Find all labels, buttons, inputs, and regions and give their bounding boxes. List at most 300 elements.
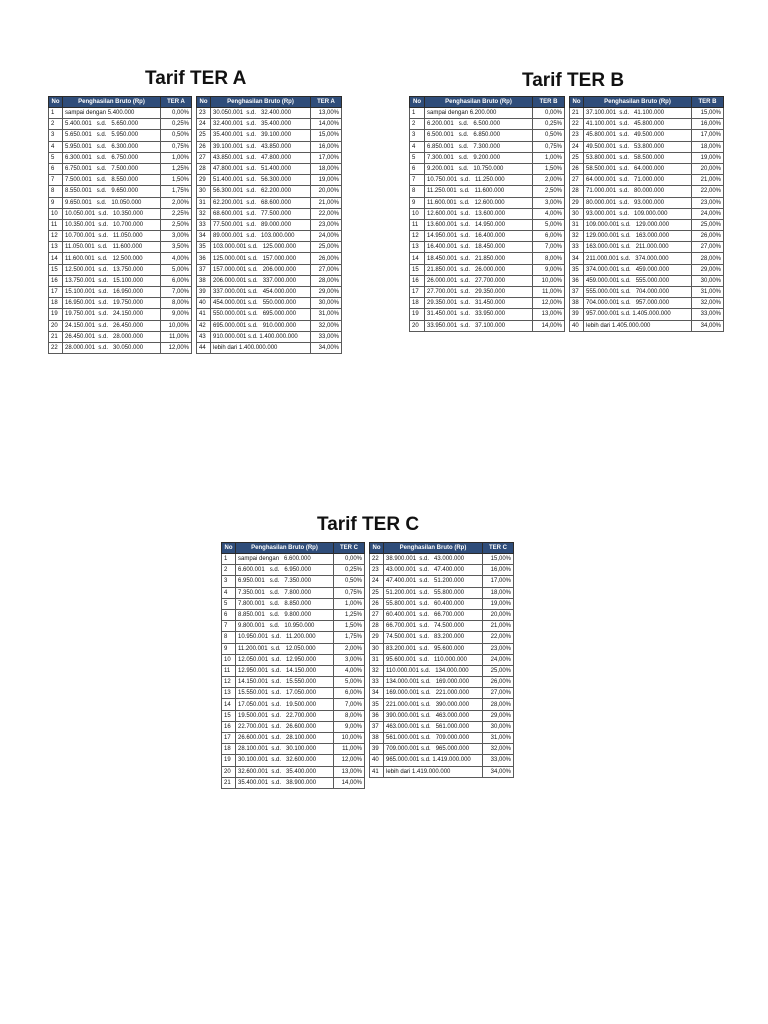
col-header-no: No xyxy=(570,97,584,108)
income-range: 11.050.001 s.d. 11.600.000 xyxy=(63,242,161,253)
col-header-no: No xyxy=(197,97,211,108)
row-number: 3 xyxy=(49,130,63,141)
rate-value: 17,00% xyxy=(692,130,724,141)
table-row xyxy=(370,609,514,620)
rate-value: 17,00% xyxy=(483,576,514,587)
row-number: 24 xyxy=(370,576,384,587)
table-row xyxy=(410,152,565,163)
table-row xyxy=(570,219,724,230)
income-range: 17.050.001 s.d. 19.500.000 xyxy=(236,699,334,710)
income-range: lebih dari 1.419.000.000 xyxy=(384,766,483,777)
row-number: 17 xyxy=(49,287,63,298)
income-range: 39.100.001 s.d. 43.850.000 xyxy=(211,141,311,152)
income-range: 7.500.001 s.d. 8.550.000 xyxy=(63,175,161,186)
row-number: 23 xyxy=(197,108,211,119)
income-range: 33.950.001 s.d. 37.100.000 xyxy=(425,320,533,331)
row-number: 38 xyxy=(570,298,584,309)
col-header-no: No xyxy=(222,543,236,554)
rate-value: 15,00% xyxy=(692,108,724,119)
income-range: 463.000.001 s.d. 561.000.000 xyxy=(384,721,483,732)
ter-a-title: Tarif TER A xyxy=(145,68,247,89)
rate-value: 19,00% xyxy=(692,152,724,163)
row-number: 12 xyxy=(410,231,425,242)
row-number: 2 xyxy=(222,565,236,576)
rate-value: 8,00% xyxy=(161,298,192,309)
row-number: 5 xyxy=(49,152,63,163)
table-row xyxy=(197,197,342,208)
income-range: 24.150.001 s.d. 26.450.000 xyxy=(63,320,161,331)
row-number: 19 xyxy=(410,309,425,320)
rate-value: 10,00% xyxy=(533,275,565,286)
row-number: 41 xyxy=(370,766,384,777)
row-number: 28 xyxy=(197,163,211,174)
rate-value: 31,00% xyxy=(483,733,514,744)
row-number: 11 xyxy=(49,219,63,230)
income-range: 41.100.001 s.d. 45.800.000 xyxy=(584,119,692,130)
income-range: 18.450.001 s.d. 21.850.000 xyxy=(425,253,533,264)
rate-value: 20,00% xyxy=(692,163,724,174)
income-range: 11.600.001 s.d. 12.500.000 xyxy=(63,253,161,264)
income-range: 95.600.001 s.d. 110.000.000 xyxy=(384,654,483,665)
rate-value: 2,00% xyxy=(533,175,565,186)
row-number: 30 xyxy=(197,186,211,197)
row-number: 5 xyxy=(222,598,236,609)
table-row xyxy=(222,688,365,699)
rate-value: 22,00% xyxy=(311,208,342,219)
table-row xyxy=(370,744,514,755)
income-range: 31.450.001 s.d. 33.950.000 xyxy=(425,309,533,320)
table-row xyxy=(370,721,514,732)
row-number: 26 xyxy=(197,141,211,152)
rate-value: 3,00% xyxy=(334,654,365,665)
rate-value: 3,00% xyxy=(533,197,565,208)
row-number: 33 xyxy=(370,677,384,688)
income-range: 374.000.001 s.d. 459.000.000 xyxy=(584,264,692,275)
income-range: 6.600.001 s.d. 6.950.000 xyxy=(236,565,334,576)
table-row xyxy=(49,208,192,219)
row-number: 1 xyxy=(222,554,236,565)
income-range: 6.950.001 s.d. 7.350.000 xyxy=(236,576,334,587)
rate-value: 5,00% xyxy=(161,264,192,275)
rate-value: 31,00% xyxy=(692,287,724,298)
table-row xyxy=(410,219,565,230)
row-number: 36 xyxy=(570,275,584,286)
rate-value: 25,00% xyxy=(483,665,514,676)
rate-value: 26,00% xyxy=(692,231,724,242)
table-row xyxy=(410,231,565,242)
row-number: 13 xyxy=(410,242,425,253)
table-row xyxy=(197,253,342,264)
row-number: 40 xyxy=(570,320,584,331)
rate-value: 25,00% xyxy=(311,242,342,253)
row-number: 21 xyxy=(49,331,63,342)
table-row xyxy=(410,108,565,119)
table-row xyxy=(49,108,192,119)
rate-value: 5,00% xyxy=(334,677,365,688)
rate-value: 11,00% xyxy=(161,331,192,342)
row-number: 36 xyxy=(197,253,211,264)
row-number: 32 xyxy=(570,231,584,242)
table-row xyxy=(49,197,192,208)
income-range: 10.350.001 s.d. 10.700.000 xyxy=(63,219,161,230)
row-number: 28 xyxy=(370,621,384,632)
rate-value: 2,50% xyxy=(533,186,565,197)
row-number: 25 xyxy=(370,587,384,598)
rate-value: 11,00% xyxy=(533,287,565,298)
rate-value: 0,25% xyxy=(334,565,365,576)
rate-value: 0,50% xyxy=(533,130,565,141)
header-row xyxy=(410,97,565,108)
rate-value: 1,50% xyxy=(334,621,365,632)
table-row xyxy=(370,554,514,565)
rate-value: 16,00% xyxy=(311,141,342,152)
table-row xyxy=(370,587,514,598)
row-number: 13 xyxy=(49,242,63,253)
income-range: 454.000.001 s.d. 550.000.000 xyxy=(211,298,311,309)
table-row xyxy=(570,130,724,141)
rate-value: 0,75% xyxy=(533,141,565,152)
table-row xyxy=(49,231,192,242)
col-header-income: Penghasilan Bruto (Rp) xyxy=(211,97,311,108)
rate-value: 29,00% xyxy=(483,710,514,721)
row-number: 14 xyxy=(222,699,236,710)
row-number: 2 xyxy=(410,119,425,130)
row-number: 40 xyxy=(370,755,384,766)
rate-value: 12,00% xyxy=(334,755,365,766)
income-range: 47.800.001 s.d. 51.400.000 xyxy=(211,163,311,174)
row-number: 2 xyxy=(49,119,63,130)
income-range: 9.800.001 s.d. 10.950.000 xyxy=(236,621,334,632)
ter-b-table-left xyxy=(409,96,565,332)
col-header-rate: TER B xyxy=(692,97,724,108)
table-row xyxy=(49,163,192,174)
header-row xyxy=(197,97,342,108)
rate-value: 8,00% xyxy=(533,253,565,264)
income-range: 9.650.001 s.d. 10.050.000 xyxy=(63,197,161,208)
row-number: 33 xyxy=(197,219,211,230)
table-row xyxy=(570,108,724,119)
row-number: 15 xyxy=(49,264,63,275)
income-range: 56.300.001 s.d. 62.200.000 xyxy=(211,186,311,197)
rate-value: 2,50% xyxy=(161,219,192,230)
rate-value: 26,00% xyxy=(483,677,514,688)
table-row xyxy=(410,287,565,298)
table-row xyxy=(49,275,192,286)
income-range: 110.000.001 s.d. 134.000.000 xyxy=(384,665,483,676)
income-range: 965.000.001 s.d. 1.419.000.000 xyxy=(384,755,483,766)
table-row xyxy=(197,141,342,152)
income-range: 8.550.001 s.d. 9.650.000 xyxy=(63,186,161,197)
income-range: 16.950.001 s.d. 19.750.000 xyxy=(63,298,161,309)
row-number: 8 xyxy=(49,186,63,197)
table-row xyxy=(222,565,365,576)
income-range: 704.000.001 s.d. 957.000.000 xyxy=(584,298,692,309)
rate-value: 27,00% xyxy=(692,242,724,253)
table-row xyxy=(370,654,514,665)
table-row xyxy=(410,208,565,219)
income-range: 10.950.001 s.d. 11.200.000 xyxy=(236,632,334,643)
row-number: 35 xyxy=(570,264,584,275)
row-number: 37 xyxy=(370,721,384,732)
rate-value: 28,00% xyxy=(692,253,724,264)
rate-value: 0,25% xyxy=(533,119,565,130)
ter-b-table-right xyxy=(569,96,724,332)
header-row xyxy=(49,97,192,108)
income-range: 957.000.001 s.d. 1.405.000.000 xyxy=(584,309,692,320)
income-range: 80.000.001 s.d. 93.000.000 xyxy=(584,197,692,208)
col-header-income: Penghasilan Bruto (Rp) xyxy=(584,97,692,108)
row-number: 37 xyxy=(197,264,211,275)
rate-value: 5,00% xyxy=(533,219,565,230)
row-number: 26 xyxy=(370,598,384,609)
table-row xyxy=(222,710,365,721)
rate-value: 1,25% xyxy=(161,163,192,174)
table-row xyxy=(49,219,192,230)
rate-value: 14,00% xyxy=(533,320,565,331)
row-number: 7 xyxy=(410,175,425,186)
rate-value: 0,50% xyxy=(334,576,365,587)
income-range: 11.250.001 s.d. 11.600.000 xyxy=(425,186,533,197)
table-row xyxy=(370,699,514,710)
table-row xyxy=(570,320,724,331)
row-number: 44 xyxy=(197,342,211,353)
income-range: 28.000.001 s.d. 30.050.000 xyxy=(63,342,161,353)
rate-value: 14,00% xyxy=(311,119,342,130)
income-range: 8.850.001 s.d. 9.800.000 xyxy=(236,609,334,620)
ter-a-table-left xyxy=(48,96,192,354)
col-header-income: Penghasilan Bruto (Rp) xyxy=(63,97,161,108)
income-range: 5.400.001 s.d. 5.650.000 xyxy=(63,119,161,130)
income-range: 22.700.001 s.d. 26.600.000 xyxy=(236,721,334,732)
row-number: 15 xyxy=(222,710,236,721)
rate-value: 12,00% xyxy=(161,342,192,353)
rate-value: 21,00% xyxy=(311,197,342,208)
row-number: 39 xyxy=(570,309,584,320)
row-number: 23 xyxy=(570,130,584,141)
income-range: 10.050.001 s.d. 10.350.000 xyxy=(63,208,161,219)
table-row xyxy=(197,130,342,141)
rate-value: 27,00% xyxy=(483,688,514,699)
income-range: 14.950.001 s.d. 16.400.000 xyxy=(425,231,533,242)
income-range: 459.000.001 s.d. 555.000.000 xyxy=(584,275,692,286)
table-row xyxy=(410,130,565,141)
income-range: 58.500.001 s.d. 64.000.000 xyxy=(584,163,692,174)
rate-value: 0,75% xyxy=(334,587,365,598)
rate-value: 34,00% xyxy=(311,342,342,353)
income-range: 29.350.001 s.d. 31.450.000 xyxy=(425,298,533,309)
income-range: 51.400.001 s.d. 56.300.000 xyxy=(211,175,311,186)
row-number: 1 xyxy=(410,108,425,119)
row-number: 12 xyxy=(222,677,236,688)
income-range: 7.350.001 s.d. 7.800.000 xyxy=(236,587,334,598)
col-header-income: Penghasilan Bruto (Rp) xyxy=(384,543,483,554)
income-range: 77.500.001 s.d. 89.000.000 xyxy=(211,219,311,230)
table-row xyxy=(410,242,565,253)
income-range: 43.850.001 s.d. 47.800.000 xyxy=(211,152,311,163)
table-row xyxy=(222,609,365,620)
rate-value: 22,00% xyxy=(483,632,514,643)
table-row xyxy=(197,242,342,253)
table-row xyxy=(370,665,514,676)
col-header-rate: TER B xyxy=(533,97,565,108)
rate-value: 30,00% xyxy=(483,721,514,732)
table-row xyxy=(49,331,192,342)
table-row xyxy=(570,231,724,242)
rate-value: 28,00% xyxy=(483,699,514,710)
rate-value: 1,25% xyxy=(334,609,365,620)
income-range: lebih dari 1.400.000.000 xyxy=(211,342,311,353)
rate-value: 16,00% xyxy=(692,119,724,130)
table-row xyxy=(222,643,365,654)
table-row xyxy=(410,264,565,275)
table-row xyxy=(370,643,514,654)
row-number: 39 xyxy=(197,287,211,298)
income-range: 6.500.001 s.d. 6.850.000 xyxy=(425,130,533,141)
row-number: 29 xyxy=(570,197,584,208)
table-row xyxy=(222,677,365,688)
row-number: 24 xyxy=(197,119,211,130)
income-range: 26.450.001 s.d. 28.000.000 xyxy=(63,331,161,342)
table-row xyxy=(370,710,514,721)
row-number: 39 xyxy=(370,744,384,755)
table-row xyxy=(49,175,192,186)
row-number: 12 xyxy=(49,231,63,242)
row-number: 20 xyxy=(49,320,63,331)
table-row xyxy=(370,733,514,744)
table-row xyxy=(570,119,724,130)
rate-value: 4,00% xyxy=(161,253,192,264)
table-row xyxy=(197,298,342,309)
rate-value: 29,00% xyxy=(692,264,724,275)
table-row xyxy=(222,744,365,755)
rate-value: 6,00% xyxy=(334,688,365,699)
rate-value: 23,00% xyxy=(483,643,514,654)
col-header-rate: TER A xyxy=(161,97,192,108)
table-row xyxy=(222,587,365,598)
rate-value: 32,00% xyxy=(692,298,724,309)
row-number: 19 xyxy=(222,755,236,766)
ter-c-table-right xyxy=(369,542,514,778)
income-range: 19.750.001 s.d. 24.150.000 xyxy=(63,309,161,320)
row-number: 22 xyxy=(570,119,584,130)
table-row xyxy=(410,253,565,264)
row-number: 29 xyxy=(370,632,384,643)
rate-value: 24,00% xyxy=(483,654,514,665)
rate-value: 33,00% xyxy=(483,755,514,766)
col-header-income: Penghasilan Bruto (Rp) xyxy=(425,97,533,108)
income-range: 12.950.001 s.d. 14.150.000 xyxy=(236,665,334,676)
table-row xyxy=(410,163,565,174)
table-row xyxy=(49,130,192,141)
income-range: 32.600.001 s.d. 35.400.000 xyxy=(236,766,334,777)
income-range: 30.100.001 s.d. 32.600.000 xyxy=(236,755,334,766)
income-range: 561.000.001 s.d. 709.000.000 xyxy=(384,733,483,744)
income-range: 45.800.001 s.d. 49.500.000 xyxy=(584,130,692,141)
table-row xyxy=(49,242,192,253)
table-row xyxy=(570,163,724,174)
income-range: 47.400.001 s.d. 51.200.000 xyxy=(384,576,483,587)
income-range: 11.600.001 s.d. 12.600.000 xyxy=(425,197,533,208)
income-range: 910.000.001 s.d. 1.400.000.000 xyxy=(211,331,311,342)
income-range: 129.000.001 s.d. 163.000.000 xyxy=(584,231,692,242)
header-row xyxy=(370,543,514,554)
rate-value: 32,00% xyxy=(311,320,342,331)
row-number: 37 xyxy=(570,287,584,298)
table-row xyxy=(222,699,365,710)
rate-value: 18,00% xyxy=(692,141,724,152)
rate-value: 15,00% xyxy=(311,130,342,141)
row-number: 38 xyxy=(197,275,211,286)
header-row xyxy=(570,97,724,108)
rate-value: 6,00% xyxy=(161,275,192,286)
table-row xyxy=(49,298,192,309)
row-number: 4 xyxy=(222,587,236,598)
rate-value: 1,00% xyxy=(161,152,192,163)
row-number: 5 xyxy=(410,152,425,163)
rate-value: 32,00% xyxy=(483,744,514,755)
income-range: 26.600.001 s.d. 28.100.000 xyxy=(236,733,334,744)
table-row xyxy=(410,119,565,130)
rate-value: 30,00% xyxy=(311,298,342,309)
rate-value: 33,00% xyxy=(311,331,342,342)
rate-value: 0,75% xyxy=(161,141,192,152)
rate-value: 0,25% xyxy=(161,119,192,130)
income-range: 163.000.001 s.d. 211.000.000 xyxy=(584,242,692,253)
row-number: 34 xyxy=(197,231,211,242)
table-row xyxy=(222,665,365,676)
income-range: 157.000.001 s.d. 206.000.000 xyxy=(211,264,311,275)
row-number: 32 xyxy=(370,665,384,676)
income-range: 15.100.001 s.d. 16.950.000 xyxy=(63,287,161,298)
rate-value: 0,00% xyxy=(334,554,365,565)
table-row xyxy=(222,654,365,665)
table-row xyxy=(410,197,565,208)
table-row xyxy=(370,598,514,609)
row-number: 25 xyxy=(570,152,584,163)
income-range: 109.000.001 s.d. 129.000.000 xyxy=(584,219,692,230)
income-range: 28.100.001 s.d. 30.100.000 xyxy=(236,744,334,755)
income-range: 30.050.001 s.d. 32.400.000 xyxy=(211,108,311,119)
rate-value: 28,00% xyxy=(311,275,342,286)
col-header-no: No xyxy=(49,97,63,108)
table-row xyxy=(197,175,342,186)
income-range: 103.000.001 s.d. 125.000.000 xyxy=(211,242,311,253)
income-range: 5.650.001 s.d. 5.950.000 xyxy=(63,130,161,141)
rate-value: 22,00% xyxy=(692,186,724,197)
col-header-rate: TER C xyxy=(334,543,365,554)
row-number: 6 xyxy=(222,609,236,620)
income-range: 15.550.001 s.d. 17.050.000 xyxy=(236,688,334,699)
rate-value: 13,00% xyxy=(311,108,342,119)
income-range: 169.000.001 s.d. 221.000.000 xyxy=(384,688,483,699)
table-row xyxy=(222,721,365,732)
row-number: 3 xyxy=(410,130,425,141)
row-number: 38 xyxy=(370,733,384,744)
rate-value: 24,00% xyxy=(311,231,342,242)
rate-value: 10,00% xyxy=(334,733,365,744)
table-row xyxy=(49,342,192,353)
row-number: 32 xyxy=(197,208,211,219)
table-row xyxy=(222,766,365,777)
table-row xyxy=(370,755,514,766)
table-row xyxy=(410,309,565,320)
row-number: 9 xyxy=(410,197,425,208)
income-range: 7.800.001 s.d. 8.850.000 xyxy=(236,598,334,609)
table-row xyxy=(197,275,342,286)
row-number: 15 xyxy=(410,264,425,275)
table-row xyxy=(370,565,514,576)
income-range: 221.000.001 s.d. 390.000.000 xyxy=(384,699,483,710)
